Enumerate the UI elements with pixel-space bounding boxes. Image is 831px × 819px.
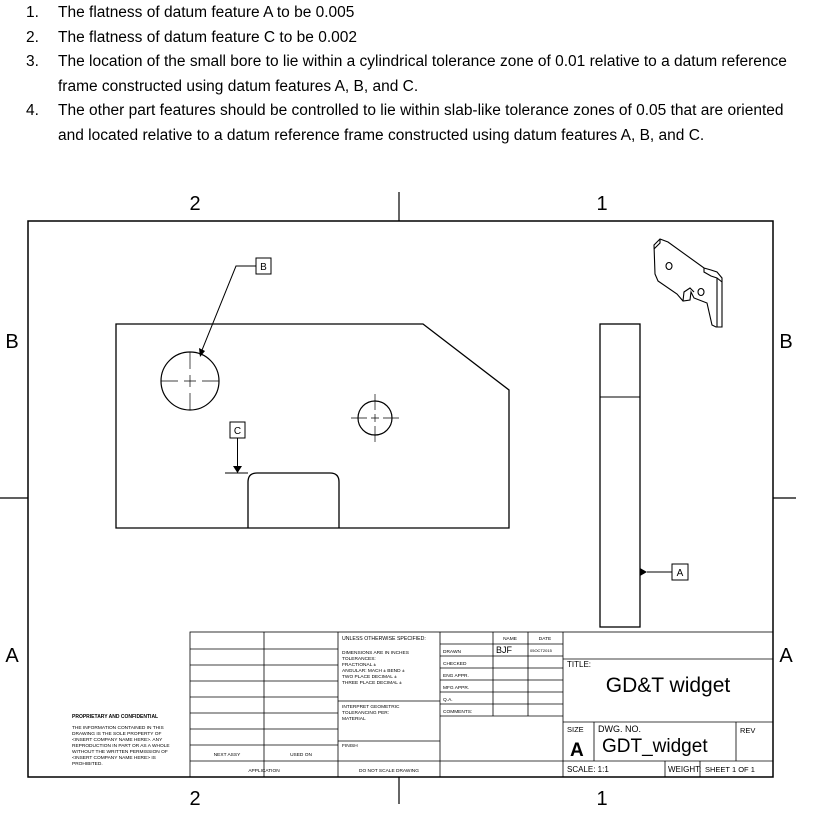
zone-label: 1	[596, 193, 608, 215]
unless-label: UNLESS OTHERWISE SPECIFIED:	[342, 636, 426, 642]
requirement-text: The location of the small bore to lie within a cylindrical tolerance zone of 0.01 relative to a datum reference frame constructed using datum features A, B, and C.	[58, 53, 787, 95]
date-header: DATE	[538, 637, 552, 642]
checked-label: CHECKED	[443, 662, 467, 667]
sheet-label: SHEET 1 OF 1	[705, 765, 755, 774]
zone-label: 2	[189, 193, 201, 215]
proprietary-line: <INSERT COMPANY NAME HERE>. ANY	[72, 738, 163, 743]
application-label: APPLICATION	[248, 769, 280, 774]
proprietary-line: <INSERT COMPANY NAME HERE> IS	[72, 756, 156, 761]
datum-a-symbol	[640, 564, 688, 580]
drawn-date: 05OCT2015	[530, 648, 552, 653]
zone-label: 1	[596, 788, 608, 810]
comments-label: COMMENTS:	[443, 710, 473, 715]
tolerances-label: TOLERANCES:	[342, 657, 376, 662]
weight-label: WEIGHT:	[668, 765, 702, 774]
proprietary-line: REPRODUCTION IN PART OR AS A WHOLE	[72, 744, 170, 749]
dwg-no-label: DWG. NO.	[598, 724, 641, 734]
requirement-number: 4.	[26, 102, 39, 119]
proprietary-line: PROHIBITED.	[72, 762, 103, 767]
fractional-label: FRACTIONAL ±	[342, 663, 377, 668]
name-header: NAME	[503, 637, 517, 642]
zone-label: A	[779, 645, 793, 667]
tolerancing-label: TOLERANCING PER:	[342, 711, 390, 716]
title-label: TITLE:	[567, 660, 592, 669]
drawn-name: BJF	[496, 645, 513, 655]
requirement-number: 1.	[26, 4, 39, 21]
next-assy-label: NEXT ASSY	[213, 753, 241, 758]
datum-b-label: B	[260, 262, 267, 273]
do-not-scale-label: DO NOT SCALE DRAWING	[359, 769, 419, 774]
dwg-no: GDT_widget	[602, 736, 708, 757]
zone-label: 2	[189, 788, 201, 810]
drawing-title: GD&T widget	[605, 674, 731, 697]
size-label: SIZE	[567, 725, 584, 734]
datum-a-label: A	[676, 568, 684, 579]
proprietary-line: WITHOUT THE WRITTEN PERMISSION OF	[72, 750, 168, 755]
zone-label: B	[779, 331, 793, 353]
interpret-label: INTERPRET GEOMETRIC	[342, 705, 400, 710]
part-slot	[248, 473, 339, 528]
requirement-text: The other part features should be controlled to lie within slab-like tolerance zones of 0.05 that are oriented and located relative to a datum reference frame constructed using datum features A, B, and C.	[58, 102, 784, 144]
mfg-appr-label: MFG APPR.	[443, 686, 470, 691]
datum-c-label: C	[233, 426, 242, 437]
requirement-number: 3.	[26, 53, 39, 70]
requirement-text: The flatness of datum feature A to be 0.005	[58, 4, 355, 21]
used-on-label: USED ON	[290, 753, 312, 758]
part-isometric-view	[654, 239, 722, 327]
requirement-text: The flatness of datum feature C to be 0.002	[58, 28, 357, 46]
finish-label: FINISH	[342, 744, 358, 749]
large-bore	[161, 352, 219, 410]
proprietary-line: DRAWING IS THE SOLE PROPERTY OF	[72, 732, 162, 737]
angular-label: ANGULAR: MACH ± BEND ±	[342, 669, 405, 674]
datum-c-symbol	[225, 422, 248, 473]
two-place-label: TWO PLACE DECIMAL ±	[342, 675, 397, 680]
rev-label: REV	[740, 726, 756, 735]
proprietary-title: PROPRIETARY AND CONFIDENTIAL	[72, 714, 159, 720]
eng-appr-label: ENG APPR.	[443, 674, 469, 679]
dims-label: DIMENSIONS ARE IN INCHES	[342, 651, 409, 656]
zone-label: B	[5, 331, 19, 353]
qa-label: Q.A.	[443, 698, 453, 703]
size-value: A	[570, 740, 584, 761]
scale-label: SCALE: 1:1	[567, 765, 609, 774]
drawn-label: DRAWN	[443, 650, 461, 655]
requirement-number: 2.	[26, 28, 39, 46]
three-place-label: THREE PLACE DECIMAL ±	[342, 681, 402, 686]
small-bore	[351, 394, 399, 442]
zone-label: A	[5, 645, 19, 667]
proprietary-line: THE INFORMATION CONTAINED IN THIS	[72, 726, 164, 731]
part-side-view	[600, 324, 640, 627]
title-block	[72, 632, 773, 777]
material-label: MATERIAL	[342, 717, 366, 722]
datum-b-symbol	[199, 258, 271, 357]
part-front-view	[116, 324, 509, 528]
